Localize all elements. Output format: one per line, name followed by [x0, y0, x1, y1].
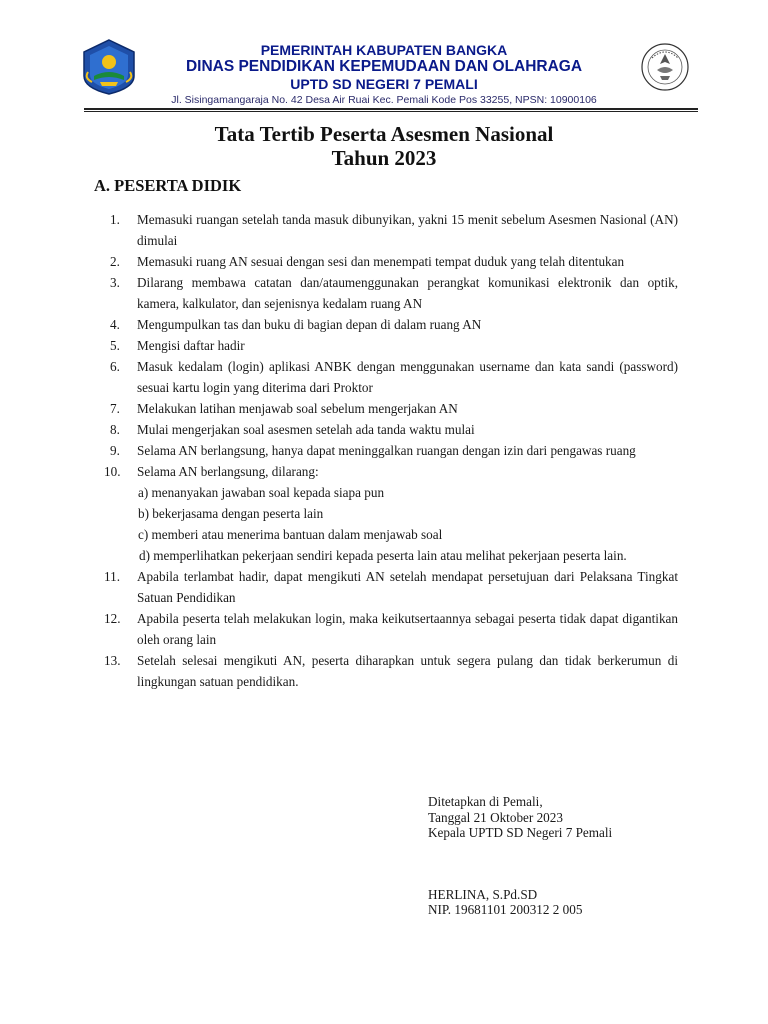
- item-text: Memasuki ruangan setelah tanda masuk dibunyikan, yakni 15 menit sebelum Asesmen Nasional (AN) dimulai: [137, 212, 678, 248]
- letterhead-school: UPTD SD NEGERI 7 PEMALI: [290, 76, 478, 92]
- sub-item: d) memperlihatkan pekerjaan sendiri kepada peserta lain atau melihat pekerjaan peserta lain.: [139, 548, 627, 563]
- letterhead-government: PEMERINTAH KABUPATEN BANGKA: [260, 42, 508, 58]
- sub-item: c) memberi atau menerima bantuan dalam menjawab soal: [138, 527, 443, 542]
- letterhead-divider-thin: [84, 111, 698, 112]
- item-number: 4.: [110, 317, 120, 332]
- letterhead-department: DINAS PENDIDIKAN KEPEMUDAAN DAN OLAHRAGA: [185, 58, 583, 75]
- item-number: 13.: [104, 653, 121, 668]
- list-item: [104, 314, 678, 335]
- tut-wuri-handayani-icon: [640, 42, 690, 92]
- item-number: 11.: [104, 569, 120, 584]
- list-item: [104, 461, 678, 482]
- item-number: 3.: [110, 275, 120, 290]
- item-text: Setelah selesai mengikuti AN, peserta diharapkan untuk segera pulang dan tidak berkerumun di lingkungan satuan pendidikan.: [137, 653, 678, 689]
- rules-list: [104, 209, 678, 692]
- item-text: Apabila peserta telah melakukan login, maka keikutsertaannya sebagai peserta tidak dapat digantikan oleh orang lain: [137, 611, 678, 647]
- item-number: 2.: [110, 254, 120, 269]
- item-text: Selama AN berlangsung, dilarang:: [137, 464, 319, 479]
- list-item: [104, 566, 678, 608]
- item-text: Mulai mengerjakan soal asesmen setelah ada tanda waktu mulai: [137, 422, 475, 437]
- list-item: [104, 356, 678, 398]
- item-number: 9.: [110, 443, 120, 458]
- item-number: 5.: [110, 338, 120, 353]
- letterhead-address: Jl. Sisingamangaraja No. 42 Desa Air Ruai Kec. Pemali Kode Pos 33255, NPSN: 10900106: [171, 94, 597, 106]
- signature-date: Tanggal 21 Oktober 2023: [428, 809, 563, 825]
- signature-place: Ditetapkan di Pemali,: [428, 794, 543, 809]
- list-item: [104, 335, 678, 356]
- item-number: 7.: [110, 401, 120, 416]
- item-number: 12.: [104, 611, 121, 626]
- list-item: [104, 608, 678, 650]
- title-line-1: Tata Tertib Peserta Asesmen Nasional: [214, 122, 554, 146]
- list-item: [104, 650, 678, 692]
- list-item: [104, 272, 678, 314]
- regency-emblem-icon: [80, 38, 138, 96]
- signature-name: HERLINA, S.Pd.SD: [428, 886, 538, 902]
- item-number: 8.: [110, 422, 120, 437]
- title-line-2: Tahun 2023: [331, 146, 437, 170]
- sub-item: b) bekerjasama dengan peserta lain: [138, 506, 324, 521]
- signature-block: [428, 794, 612, 918]
- item-number: 6.: [110, 359, 120, 374]
- letterhead-divider: [84, 108, 698, 110]
- signature-nip: NIP. 19681101 200312 2 005: [428, 902, 583, 917]
- list-item: [104, 398, 678, 419]
- signature-space: [428, 841, 612, 887]
- document-title: [0, 122, 768, 170]
- sub-item: a) menanyakan jawaban soal kepada siapa pun: [138, 485, 385, 500]
- item-number: 1.: [110, 212, 120, 227]
- section-heading: A. PESERTA DIDIK: [94, 176, 242, 195]
- item-text: Memasuki ruang AN sesuai dengan sesi dan menempati tempat duduk yang telah ditentukan: [137, 254, 625, 269]
- list-item: [104, 251, 678, 272]
- item-text: Apabila terlambat hadir, dapat mengikuti AN setelah mendapat persetujuan dari Pelaksana Tingkat Satuan Pendidikan: [137, 569, 678, 605]
- item-text: Dilarang membawa catatan dan/ataumenggunakan perangkat komunikasi elektronik dan optik, kamera, kalkulator, dan sejenisnya kedalam ruang AN: [137, 275, 678, 311]
- letterhead: [140, 42, 628, 107]
- list-item: [104, 440, 678, 461]
- signature-position: Kepala UPTD SD Negeri 7 Pemali: [428, 825, 613, 840]
- item-text: Mengumpulkan tas dan buku di bagian depan di dalam ruang AN: [137, 317, 482, 332]
- list-item: [104, 209, 678, 251]
- list-item: [104, 419, 678, 440]
- item-number: 10.: [104, 464, 121, 479]
- item-text: Selama AN berlangsung, hanya dapat meninggalkan ruangan dengan izin dari pengawas ruang: [137, 443, 636, 458]
- item-text: Masuk kedalam (login) aplikasi ANBK dengan menggunakan username dan kata sandi (password) sesuai kartu login yang diterima dari Proktor: [137, 359, 678, 395]
- item-text: Mengisi daftar hadir: [137, 338, 245, 353]
- item-text: Melakukan latihan menjawab soal sebelum mengerjakan AN: [137, 401, 458, 416]
